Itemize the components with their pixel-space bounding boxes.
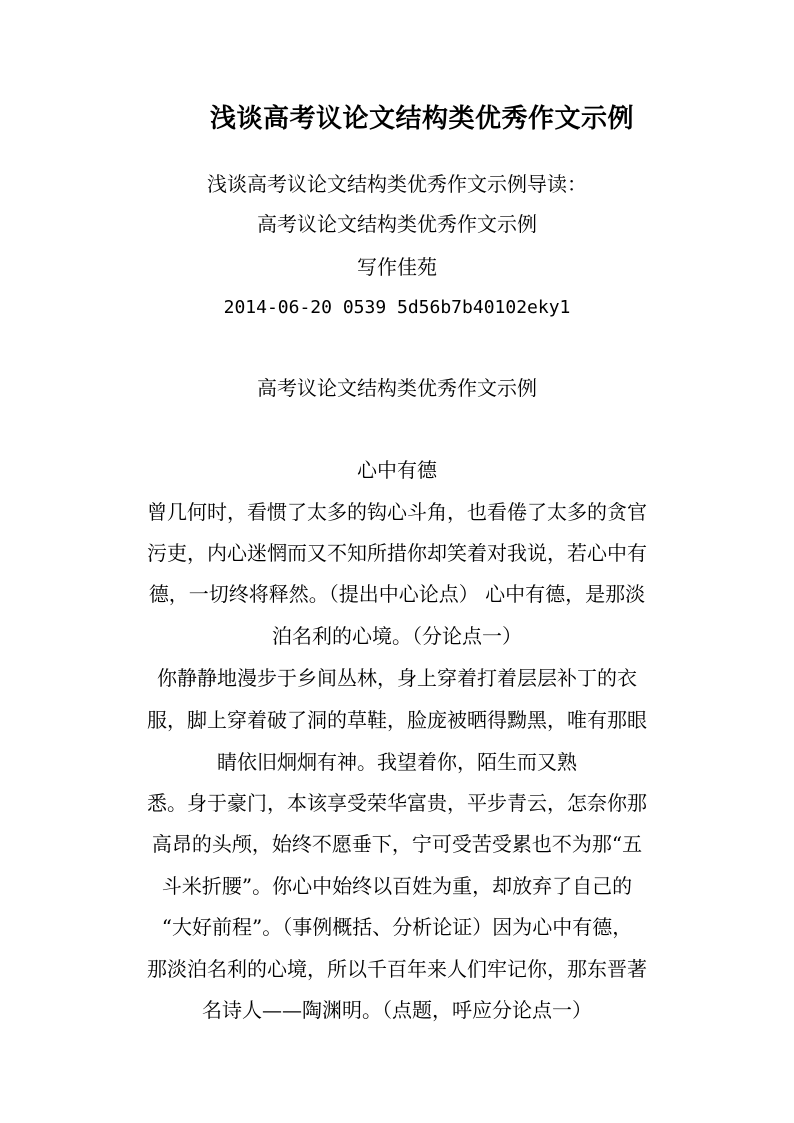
body-line: 高昂的头颅，始终不愿垂下，宁可受苦受累也不为那“五 bbox=[151, 832, 643, 856]
essay-title: 心中有德 bbox=[357, 458, 437, 482]
body-line: 那淡泊名利的心境，所以千百年来人们牢记你，那东晋著 bbox=[147, 957, 647, 981]
body-line: “大好前程”。（事例概括、分析论证）因为心中有德， bbox=[161, 915, 633, 939]
body-line: 你静静地漫步于乡间丛林，身上穿着打着层层补丁的衣 bbox=[157, 666, 637, 690]
document-title: 浅谈高考议论文结构类优秀作文示例 bbox=[209, 104, 634, 134]
column-name: 写作佳苑 bbox=[357, 255, 437, 279]
intro-lead: 浅谈高考议论文结构类优秀作文示例导读： bbox=[207, 172, 587, 196]
body-line: 睛依旧炯炯有神。我望着你，陌生而又熟 bbox=[217, 750, 577, 774]
body-line: 德，一切终将释然。（提出中心论点） 心中有德，是那淡 bbox=[148, 582, 646, 606]
body-line: 污吏，内心迷惘而又不知所措你却笑着对我说，若心中有 bbox=[147, 541, 647, 565]
section-heading: 高考议论文结构类优秀作文示例 bbox=[257, 376, 537, 400]
body-line: 泊名利的心境。（分论点一） bbox=[272, 624, 522, 648]
body-line: 名诗人——陶渊明。（点题，呼应分论点一） bbox=[202, 998, 592, 1022]
body-line: 斗米折腰”。你心中始终以百姓为重，却放弃了自己的 bbox=[161, 874, 633, 898]
intro-subtitle: 高考议论文结构类优秀作文示例 bbox=[257, 212, 537, 236]
post-meta: 2014-06-20 0539 5d56b7b40102eky1 bbox=[223, 297, 571, 318]
body-line: 服，脚上穿着破了洞的草鞋，脸庞被晒得黝黑，唯有那眼 bbox=[147, 708, 647, 732]
body-line: 悉。身于豪门，本该享受荣华富贵，平步青云，怎奈你那 bbox=[147, 791, 647, 815]
body-line: 曾几何时，看惯了太多的钩心斗角，也看倦了太多的贪官 bbox=[147, 500, 647, 524]
